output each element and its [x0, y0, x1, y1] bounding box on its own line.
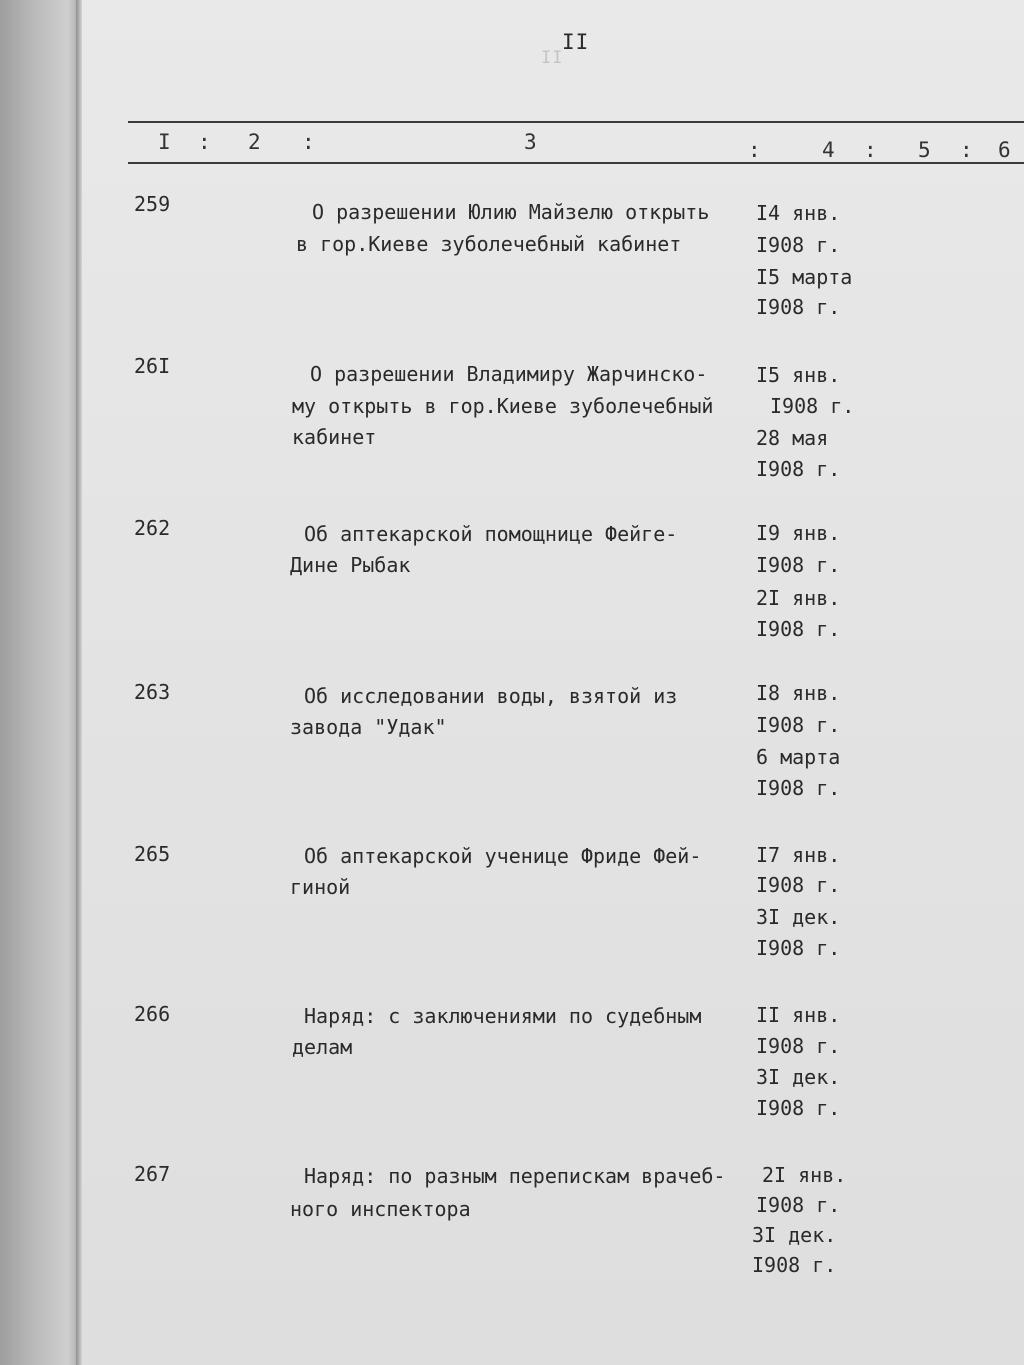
record-date: 3I дек. [752, 1223, 837, 1247]
bleed-through: ΙΙ [540, 48, 563, 68]
record-title-line: Об исследовании воды, взятой из [304, 684, 678, 708]
record-date: I908 г. [756, 1034, 841, 1058]
record-date: II янв. [756, 1003, 841, 1027]
record-date: I908 г. [756, 936, 841, 960]
header-col-2: 2 [248, 130, 261, 154]
record-title-line: Наряд: по разным перепискам врачеб- [304, 1164, 726, 1188]
record-date: I908 г. [756, 1096, 841, 1120]
record-number: 259 [134, 192, 171, 216]
record-number: 266 [134, 1002, 171, 1026]
record-date: 6 марта [756, 745, 841, 769]
record-date: I4 янв. [756, 201, 841, 225]
record-date: I8 янв. [756, 681, 841, 705]
record-date: I9 янв. [756, 521, 841, 545]
record-title-line: О разрешении Юлию Майзелю открыть [312, 200, 710, 224]
record-date: 3I дек. [756, 905, 841, 929]
header-sep: : [864, 138, 877, 162]
record-title-line: му открыть в гор.Киеве зуболечебный [292, 394, 714, 418]
header-col-1: I [158, 130, 171, 154]
record-title-line: завода "Удак" [290, 715, 447, 739]
record-title-line: Об аптекарской помощнице Фейге- [304, 522, 678, 546]
record-date: I908 г. [752, 1253, 837, 1277]
record-number: 263 [134, 680, 171, 704]
record-date: I908 г. [770, 394, 855, 418]
record-title-line: О разрешении Владимиру Жарчинско- [310, 362, 708, 386]
header-rule-bottom [128, 162, 1024, 164]
record-date: I908 г. [756, 617, 841, 641]
record-date: 3I дек. [756, 1065, 841, 1089]
header-sep: : [960, 138, 973, 162]
record-title-line: ного инспектора [290, 1197, 471, 1221]
header-sep: : [748, 138, 761, 162]
header-rule-top [128, 121, 1024, 123]
record-date: I908 г. [756, 776, 841, 800]
record-title-line: в гор.Киеве зуболечебный кабинет [296, 232, 682, 256]
header-col-5: 5 [918, 138, 931, 162]
header-sep: : [302, 130, 315, 154]
header-col-6: 6 [998, 138, 1011, 162]
header-sep: : [198, 130, 211, 154]
record-date: I908 г. [756, 233, 841, 257]
record-number: 262 [134, 516, 171, 540]
record-title-line: Об аптекарской ученице Фриде Фей- [304, 844, 702, 868]
record-title-line: Наряд: с заключениями по судебным [304, 1004, 702, 1028]
record-date: I7 янв. [756, 843, 841, 867]
header-col-4: 4 [822, 138, 835, 162]
record-title-line: Дине Рыбак [290, 553, 411, 577]
record-date: I5 янв. [756, 363, 841, 387]
record-number: 267 [134, 1162, 171, 1186]
record-number: 265 [134, 842, 171, 866]
record-title-line: делам [292, 1035, 353, 1059]
record-date: I908 г. [756, 295, 841, 319]
record-date: I908 г. [756, 1193, 841, 1217]
record-title-line: кабинет [292, 425, 377, 449]
record-title-line: гиной [290, 875, 351, 899]
record-date: I908 г. [756, 457, 841, 481]
book-spine [0, 0, 80, 1365]
header-col-3: 3 [524, 130, 537, 154]
page-number: II [562, 30, 590, 54]
record-date: 2I янв. [756, 586, 841, 610]
record-date: I5 марта [756, 265, 853, 289]
record-date: 28 мая [756, 426, 829, 450]
record-number: 26I [134, 354, 171, 378]
record-date: 2I янв. [762, 1163, 847, 1187]
record-date: I908 г. [756, 713, 841, 737]
record-date: I908 г. [756, 873, 841, 897]
record-date: I908 г. [756, 553, 841, 577]
